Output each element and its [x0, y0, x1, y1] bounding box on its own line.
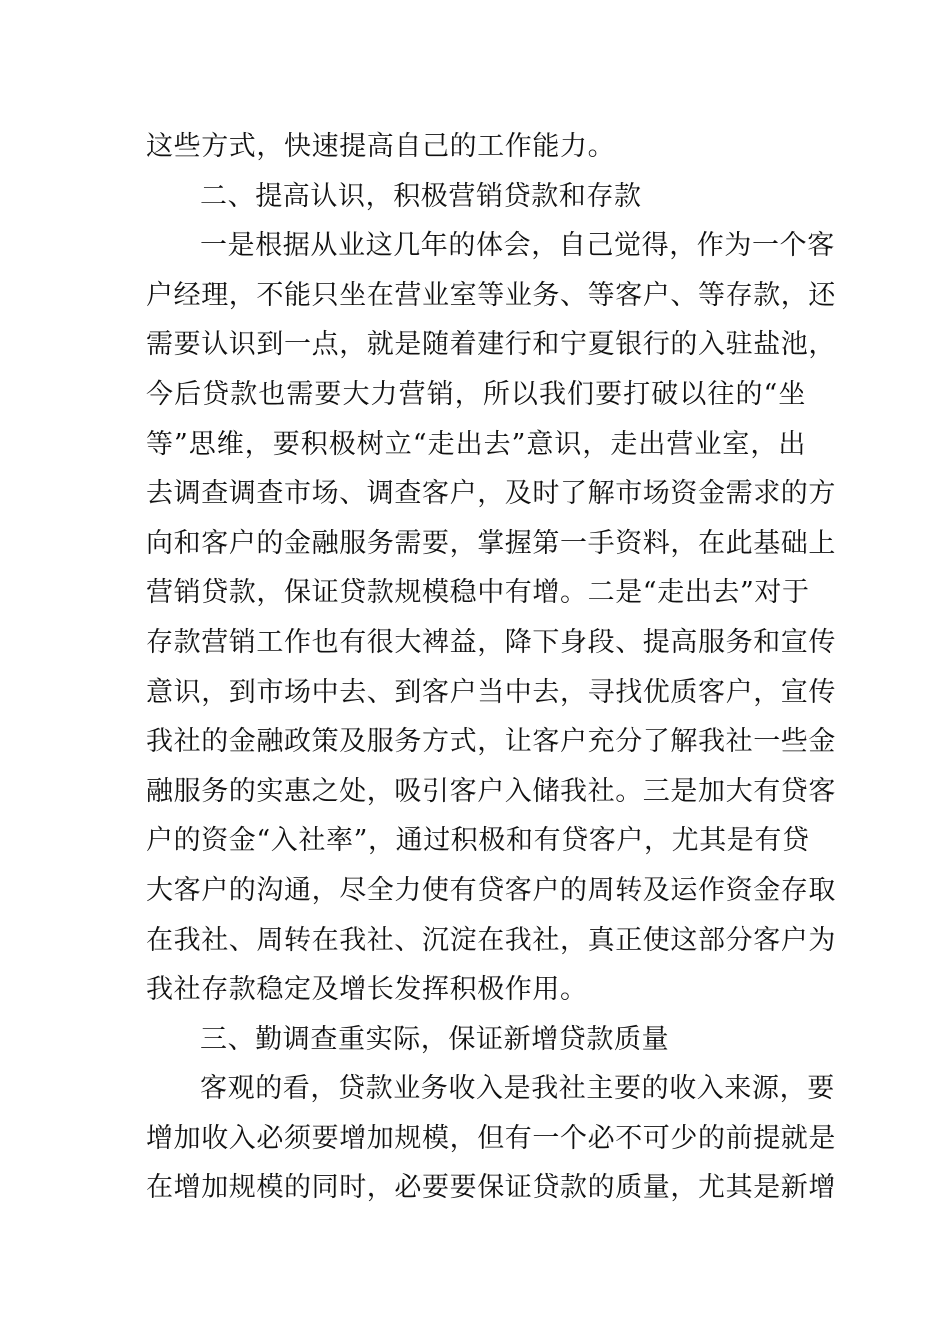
paragraph-line: 增加收入必须要增加规模，但有一个必不可少的前提就是	[146, 1122, 836, 1154]
paragraph-line: 意识，到市场中去、到客户当中去，寻找优质客户，宣传	[146, 676, 836, 708]
paragraph-line: 这些方式，快速提高自己的工作能力。	[146, 131, 616, 162]
paragraph-line: 户的资金“入社率”，通过积极和有贷客户，尤其是有贷	[146, 825, 810, 857]
paragraph-line: 一是根据从业这几年的体会，自己觉得，作为一个客	[200, 230, 835, 262]
paragraph-line: 融服务的实惠之处，吸引客户入储我社。三是加大有贷客	[146, 775, 836, 807]
paragraph-line: 大客户的沟通，尽全力使有贷客户的周转及运作资金存取	[146, 874, 836, 906]
paragraph-line: 需要认识到一点，就是随着建行和宁夏银行的入驻盐池，	[146, 329, 836, 361]
paragraph-line: 向和客户的金融服务需要，掌握第一手资料，在此基础上	[146, 527, 836, 559]
paragraph-line: 存款营销工作也有很大裨益，降下身段、提高服务和宣传	[146, 626, 836, 658]
paragraph-line: 等”思维，要积极树立“走出去”意识，走出营业室，出	[146, 428, 806, 460]
paragraph-line: 我社存款稳定及增长发挥积极作用。	[146, 974, 588, 1006]
paragraph-line: 我社的金融政策及服务方式，让客户充分了解我社一些金	[146, 726, 836, 758]
section-heading: 二、提高认识，积极营销贷款和存款	[200, 180, 642, 212]
paragraph-line: 户经理，不能只坐在营业室等业务、等客户、等存款，还	[146, 279, 836, 311]
paragraph-line: 今后贷款也需要大力营销，所以我们要打破以往的“坐	[146, 378, 806, 410]
paragraph-line: 在增加规模的同时，必要要保证贷款的质量，尤其是新增	[146, 1172, 836, 1204]
paragraph-line: 去调查调查市场、调查客户，及时了解市场资金需求的方	[146, 478, 836, 510]
paragraph-line: 在我社、周转在我社、沉淀在我社，真正使这部分客户为	[146, 924, 836, 956]
paragraph-line: 客观的看，贷款业务收入是我社主要的收入来源，要	[200, 1073, 835, 1105]
section-heading: 三、勤调查重实际，保证新增贷款质量	[200, 1023, 670, 1055]
document-body	[146, 122, 836, 1213]
paragraph-line: 营销贷款，保证贷款规模稳中有增。二是“走出去”对于	[146, 577, 810, 609]
